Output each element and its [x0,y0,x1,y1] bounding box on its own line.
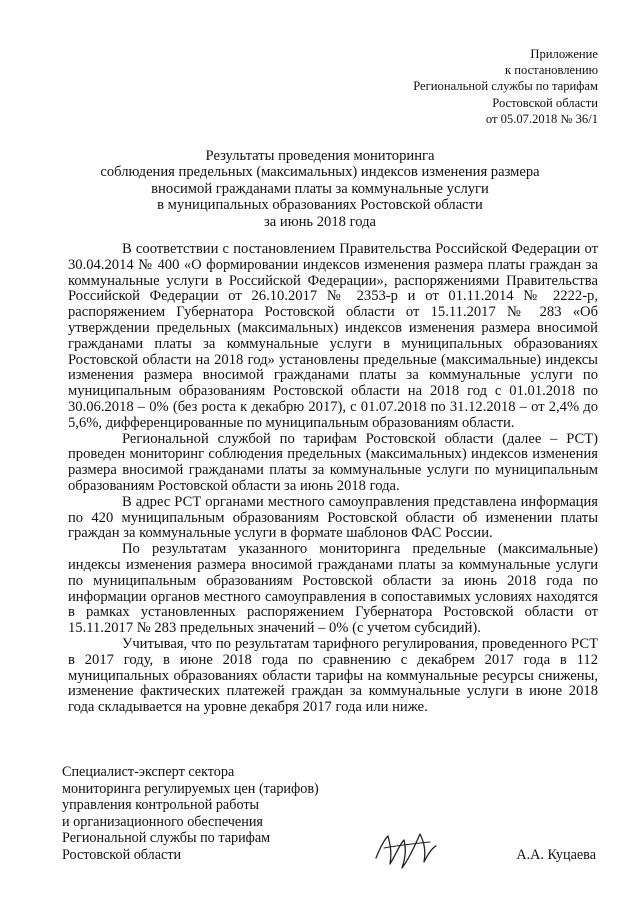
body-paragraph: По результатам указанного мониторинга предельные (максимальные) индексы изменения размера вносимой гражданами платы за коммунальные услуги по муниципальным образованиям Ростовской области за июнь 2018 года по информации органов местного самоуправления в сопоставимых условиях находятся в рамках установленных распоряжением Губернатора Ростовской области от 15.11.2017 № 283 предельных значений – 0% (с учетом субсидий). [68,541,598,637]
position-line: мониторинга регулируемых цен (тарифов) [62,780,319,797]
title-line: Результаты проведения мониторинга [205,148,435,164]
appendix-line: Региональной службы по тарифам [413,79,598,94]
body-paragraph: Региональной службой по тарифам Ростовской области (далее – РСТ) проведен мониторинг соблюдения предельных (максимальных) индексов изменения размера вносимой гражданами платы за коммунальные услуги по муниципальным образованиям Ростовской области за июнь 2018 года. [68,430,598,494]
position-line: Специалист-эксперт сектора [62,764,235,780]
appendix-header [413,46,598,127]
body-paragraph: Учитывая, что по результатам тарифного регулирования, проведенного РСТ в 2017 году, в июне 2018 года по сравнению с декабрем 2017 года в 112 муниципальных образованиях области тарифы на коммунальные ресурсы снижены, изменение фактических платежей граждан за коммунальные услуги в июне 2018 года складывается на уровне декабря 2017 года или ниже. [68,635,598,716]
position-line: Ростовской области [62,846,182,863]
body-paragraph: В адрес РСТ органами местного самоуправления представлена информация по 420 муниципальным образованиям Ростовской области об изменении платы граждан за коммунальные услуги в формате шаблонов ФАС России. [68,493,598,542]
signer-name: А.А. Куцаева [516,847,596,863]
position-line: управления контрольной работы [62,797,260,814]
body-paragraph: В соответствии с постановлением Правительства Российской Федерации от 30.04.2014 № 400 «О формировании индексов изменения размера платы граждан за коммунальные услуги в Российской Федерации», распоряжениями Правительства Российской Федерации от 26.10.2017 № 2353-р и от 01.11.2014 № 2222-р, распоряжением Губернатора Ростовской области от 15.11.2017 № 283 «Об утверждении предельных (максимальных) индексов изменения размера вносимой гражданами платы за коммунальные услуги в муниципальных образованиях Ростовской области на 2018 год» установлены предельные (максимальные) индексы изменения размера вносимой гражданами платы за коммунальные услуги по муниципальным образованиям Ростовской области на 2018 год с 01.01.2018 по 30.06.2018 – 0% (без роста к декабрю 2017), с 01.07.2018 по 31.12.2018 – от 2,4% до 5,6%, дифференцированные по муниципальным образованиям области. [68,241,598,431]
title-line: за июнь 2018 года [264,213,376,230]
title-line: соблюдения предельных (максимальных) индексов изменения размера [100,164,540,181]
document-title [0,148,640,230]
document-body [68,242,598,716]
title-line: вносимой гражданами платы за коммунальные услуги [151,180,489,197]
handwritten-signature [370,818,442,878]
position-line: Региональной службы по тарифам [62,830,271,847]
appendix-line: к постановлению [504,63,598,78]
appendix-line: Приложение [530,47,598,61]
signatory-position [62,764,319,864]
appendix-line: от 05.07.2018 № 36/1 [485,111,598,126]
title-line: в муниципальных образованиях Ростовской области [157,197,483,214]
appendix-line: Ростовской области [492,95,598,110]
position-line: и организационного обеспечения [62,813,263,830]
